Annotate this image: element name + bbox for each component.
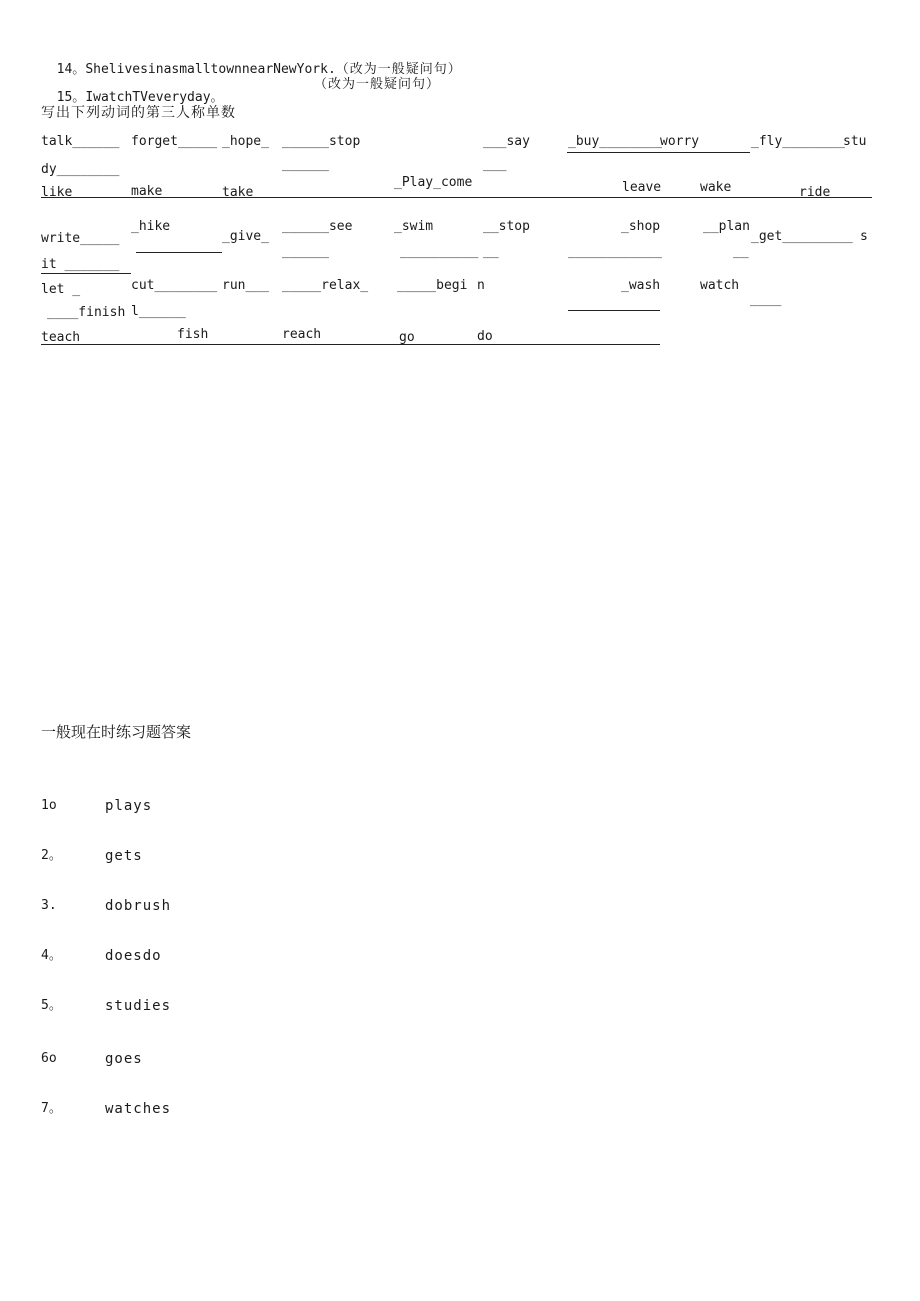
verb-blank: run___ [222, 278, 269, 293]
answer-number: 5。 [41, 998, 62, 1013]
verb-blank: ____finish [47, 305, 126, 320]
blank-line: ____________ [568, 244, 662, 259]
underline [136, 252, 222, 253]
blank-line: ______ [282, 157, 329, 172]
verb-blank: __stop [483, 219, 530, 234]
verb-blank: worry [660, 134, 700, 149]
answer-word: goes [105, 1051, 143, 1067]
verb-blank: do [477, 329, 493, 344]
verb-blank: ride [799, 185, 831, 200]
question-15 [41, 78, 224, 104]
verb-blank: _wash [621, 278, 661, 293]
verb-blank: it _______ [41, 257, 120, 272]
blank-line: ___ [483, 157, 507, 172]
verb-blank: wake [700, 180, 732, 195]
verb-blank: _____begi [397, 278, 468, 293]
verb-blank: talk______ [41, 134, 120, 149]
answer-word: gets [105, 848, 143, 864]
underline [567, 152, 750, 153]
verb-blank: reach [282, 327, 322, 342]
verb-blank: s [860, 229, 868, 244]
verb-blank: _swim [394, 219, 434, 234]
verb-blank: _____relax_ [282, 278, 369, 293]
verb-blank: like [41, 185, 73, 200]
underline [568, 310, 660, 311]
question-sentence: IwatchTVeveryday。 [85, 90, 224, 105]
verb-blank: cut________ [131, 278, 218, 293]
verb-blank: fish [177, 327, 209, 342]
blank-line: ____ [750, 292, 782, 307]
question-instruction: （改为一般疑问句） [335, 62, 462, 77]
verb-blank: _hope_ [222, 134, 269, 149]
answer-number: 2。 [41, 848, 62, 863]
verb-blank: watch [700, 278, 740, 293]
verb-blank: stu [843, 134, 867, 149]
verb-blank: _buy________ [568, 134, 662, 149]
verb-blank: forget_____ [131, 134, 218, 149]
blank-line: __ [733, 244, 749, 259]
verb-blank: _shop [621, 219, 661, 234]
verb-blank: dy________ [41, 162, 120, 177]
answer-word: plays [105, 798, 153, 814]
question-instruction: （改为一般疑问句） [314, 77, 441, 92]
answer-number: 4。 [41, 948, 62, 963]
answer-word: watches [105, 1101, 172, 1117]
answer-number: 1o [41, 798, 57, 813]
verb-blank: teach [41, 330, 81, 345]
answer-number: 6o [41, 1051, 57, 1066]
verb-blank: leave [622, 180, 662, 195]
answer-number: 3. [41, 898, 57, 913]
verb-blank: ___say [483, 134, 530, 149]
verb-blank: write_____ [41, 231, 120, 246]
verb-blank: let _ [41, 282, 81, 297]
verb-blank: _give_ [222, 229, 269, 244]
answer-number: 7。 [41, 1101, 62, 1116]
underline [41, 273, 131, 274]
verb-blank: _Play_come [394, 175, 473, 190]
blank-line: __________ [400, 244, 479, 259]
verb-blank: _get_________ [751, 229, 853, 244]
answer-word: dobrush [105, 898, 172, 914]
section-title: 写出下列动词的第三人称单数 [41, 105, 236, 121]
verb-blank: go [399, 330, 415, 345]
verb-blank: ______stop [282, 134, 361, 149]
question-14 [41, 50, 462, 76]
blank-line: __ [483, 244, 499, 259]
blank-line: ______ [282, 244, 329, 259]
underline [41, 344, 660, 345]
answers-title: 一般现在时练习题答案 [41, 723, 192, 741]
verb-blank: __plan [703, 219, 750, 234]
verb-blank: l______ [131, 304, 186, 319]
verb-blank: _fly________ [751, 134, 845, 149]
verb-blank: ______see [282, 219, 353, 234]
answer-word: studies [105, 998, 172, 1014]
answer-word: doesdo [105, 948, 162, 964]
verb-blank: n [477, 278, 485, 293]
question-sentence: ShelivesinasmalltownnearNewYork. [85, 62, 336, 77]
verb-blank: make [131, 184, 163, 199]
verb-blank: take [222, 185, 254, 200]
question-number: 15。 [56, 90, 86, 105]
verb-blank: _hike [131, 219, 171, 234]
underline [41, 197, 872, 198]
question-number: 14。 [56, 62, 86, 77]
